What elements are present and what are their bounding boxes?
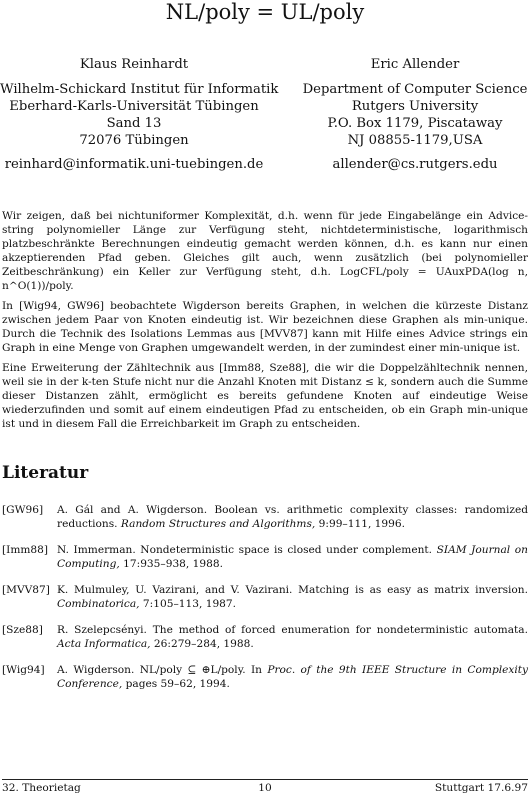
author-email: reinhard@informatik.uni-tuebingen.de — [4, 157, 264, 172]
section-heading-literature: Literatur — [2, 463, 89, 483]
reference-venue: Combinatorica, — [57, 598, 140, 610]
reference-list — [2, 503, 528, 703]
reference-title: Boolean vs. arithmetic complexity classes: randomized reductions. — [57, 504, 528, 530]
affiliation-line: Wilhelm-Schickard Institut für Informatik — [0, 82, 279, 97]
author-email: allender@cs.rutgers.edu — [332, 157, 498, 172]
reference-authors: N. Immerman. — [57, 544, 136, 556]
reference-authors: A. Gál and A. Wigderson. — [57, 504, 208, 516]
reference-key: [GW96] — [2, 504, 44, 516]
reference-title: The method of forced enumeration for nondeterministic automata. — [152, 624, 528, 636]
affiliation-line: Sand 13 — [106, 116, 162, 131]
affiliation-line: P.O. Box 1179, Piscataway — [327, 116, 503, 131]
affiliation-line: NJ 08855-1179,USA — [347, 133, 483, 148]
reference-title: NL/poly ⊆ ⊕L/poly. In — [139, 664, 262, 676]
reference-key: [Wig94] — [2, 664, 45, 676]
reference-item — [2, 623, 528, 651]
reference-details: pages 59–62, 1994. — [125, 678, 230, 690]
reference-title: Matching is as easy as matrix inversion. — [298, 584, 528, 596]
affiliation-line: Eberhard-Karls-Universität Tübingen — [9, 99, 259, 114]
author-name: Klaus Reinhardt — [79, 57, 189, 72]
reference-authors: K. Mulmuley, U. Vazirani, and V. Vazirani. — [57, 584, 293, 596]
footer-place-date: Stuttgart 17.6.97 — [434, 782, 528, 794]
reference-item — [2, 503, 528, 531]
affiliation-line: Department of Computer Science — [302, 82, 528, 97]
reference-authors: R. Szelepcsényi. — [57, 624, 147, 636]
affiliation-line: Rutgers University — [351, 99, 479, 114]
reference-key: [Sze88] — [2, 624, 43, 636]
affiliation-line: 72076 Tübingen — [79, 133, 189, 148]
paragraph: Wir zeigen, daß bei nichtuniformer Komplexität, d.h. wenn für jede Eingabelänge ein Advice-string polynomieller Länge zur Verfügung steht, nichtdeterministische, logarithmisch platzbeschränkte Berechnungen eindeutig gemacht werden können, d.h. es kann nur einen akzeptierenden Pfad geben. Gleiches gilt auch, wenn zusätzlich (bei polynomieller Zeitbeschränkung) ein Keller zur Verfügung steht, d.h. LogCFL/poly = UAuxPDA(log n, n^O(1))/poly. — [2, 210, 528, 292]
reference-key: [MVV87] — [2, 584, 50, 596]
author-name: Eric Allender — [370, 57, 460, 72]
paragraph: In [Wig94, GW96] beobachtete Wigderson bereits Graphen, in welchen die kürzeste Distanz zwischen jedem Paar von Knoten eindeutig ist. Wir bezeichnen diese Graphen als min-unique. Durch die Technik des Isolations Lemmas aus [MVV87] kann mit Hilfe eines Advice strings ein Graph in eine Menge von Graphen umgewandelt werden, in der zumindest einer min-unique ist. — [2, 300, 528, 354]
footer-venue: 32. Theorietag — [2, 782, 81, 794]
abstract-body — [2, 209, 528, 437]
reference-item — [2, 543, 528, 571]
reference-details: 9:99–111, 1996. — [318, 518, 406, 530]
reference-venue: Random Structures and Algorithms, — [120, 518, 316, 530]
reference-authors: A. Wigderson. — [57, 664, 135, 676]
reference-venue: Proc. of the 9th IEEE Structure in Complexity Conference, — [57, 664, 528, 690]
page-number: 10 — [258, 782, 272, 794]
reference-venue: Acta Informatica, — [57, 638, 151, 650]
reference-title: Nondeterministic space is closed under complement. — [140, 544, 433, 556]
reference-details: 17:935–938, 1988. — [123, 558, 223, 570]
reference-venue: SIAM Journal on Computing, — [57, 544, 528, 570]
paragraph: Eine Erweiterung der Zähltechnik aus [Imm88, Sze88], die wir die Doppelzähltechnik nennen, weil sie in der k-ten Stufe nicht nur die Anzahl Knoten mit Distanz ≤ k, sondern auch die Summe dieser Distanzen zählt, ermöglicht es bereits gefundene Knoten auf eindeutige Weise wiederzufinden und somit auf einem eindeutigen Pfad zu entscheiden, ob ein Graph min-unique ist und in diesem Fall die Erreichbarkeit im Graph zu entscheiden. — [2, 362, 528, 430]
reference-item — [2, 583, 528, 611]
reference-details: 26:279–284, 1988. — [153, 638, 254, 650]
reference-details: 7:105–113, 1987. — [142, 598, 237, 610]
page-footer — [2, 779, 528, 796]
reference-item — [2, 663, 528, 691]
author-allender — [300, 56, 530, 173]
paper-title: NL/poly = UL/poly — [165, 0, 365, 24]
reference-key: [Imm88] — [2, 544, 49, 556]
author-reinhardt — [0, 56, 279, 173]
